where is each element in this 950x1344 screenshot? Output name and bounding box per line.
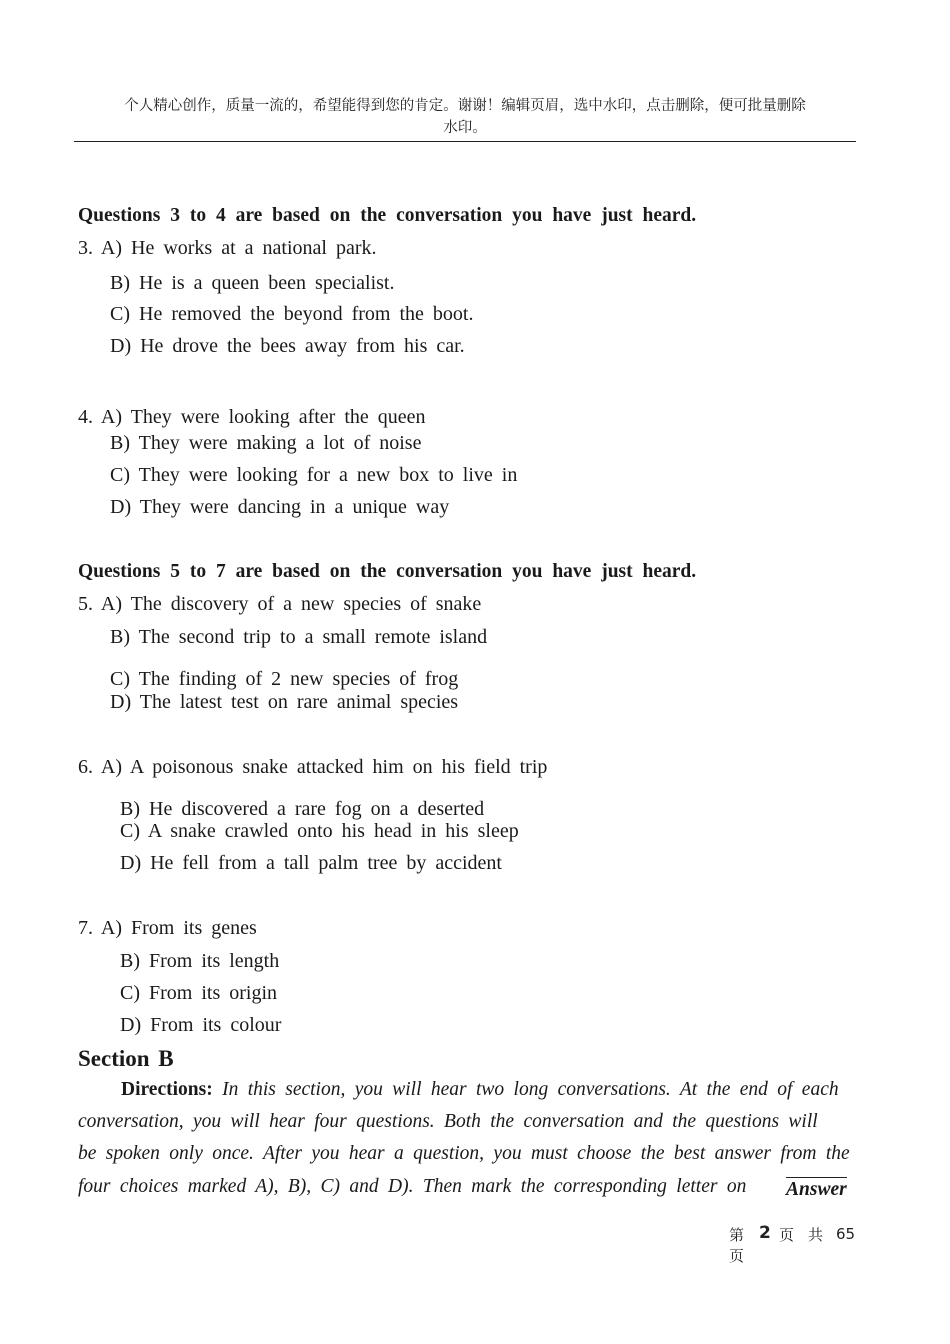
answer-sheet-label: Answer [786, 1179, 847, 1200]
q7-option-d: D) From its colour [120, 1014, 282, 1036]
questions-5-7-heading: Questions 5 to 7 are based on the conversation you have just heard. [78, 561, 697, 582]
header-divider [74, 141, 856, 142]
q5-option-c: C) The finding of 2 new species of frog [110, 668, 459, 690]
header-line-1: 个人精心创作，质量一流的，希望能得到您的肯定。谢谢！编辑页眉，选中水印，点击删除，便可批量删除 [124, 98, 806, 114]
footer-ye-2: 页 [729, 1247, 745, 1265]
footer-di: 第 [729, 1226, 745, 1244]
q6-option-c: C) A snake crawled onto his head in his sleep [120, 820, 519, 842]
directions-line-2: conversation, you will hear four questions. Both the conversation and the questions will [78, 1111, 818, 1132]
q6-option-b: B) He discovered a rare fog on a deserted [120, 798, 485, 820]
directions-label: Directions: [121, 1079, 213, 1100]
directions-text-1: In this section, you will hear two long conversations. At the end of each [222, 1079, 839, 1100]
q5-option-d: D) The latest test on rare animal species [110, 691, 459, 713]
q5-option-a: 5. A) The discovery of a new species of snake [78, 593, 482, 615]
directions-line-4: four choices marked A), B), C) and D). Then mark the corresponding letter on [78, 1176, 747, 1197]
footer-gong: 共 [808, 1226, 824, 1244]
header-line-2: 水印。 [443, 120, 487, 136]
q7-option-a: 7. A) From its genes [78, 917, 257, 939]
q6-option-d: D) He fell from a tall palm tree by accident [120, 852, 502, 874]
footer-ye: 页 [779, 1226, 795, 1244]
directions-line-3: be spoken only once. After you hear a question, you must choose the best answer from the [78, 1143, 850, 1164]
footer-page-number: 2 [759, 1223, 771, 1243]
q3-option-c: C) He removed the beyond from the boot. [110, 303, 474, 325]
footer-total-pages: 65 [836, 1225, 856, 1243]
directions-line-1 [121, 1079, 839, 1101]
q4-option-b: B) They were making a lot of noise [110, 432, 422, 454]
q7-option-b: B) From its length [120, 950, 280, 972]
q3-option-a: 3. A) He works at a national park. [78, 237, 377, 259]
q7-option-c: C) From its origin [120, 982, 278, 1004]
questions-3-4-heading: Questions 3 to 4 are based on the conversation you have just heard. [78, 205, 697, 226]
section-b-title: Section B [78, 1046, 174, 1071]
q4-option-a: 4. A) They were looking after the queen [78, 406, 426, 428]
q3-option-d: D) He drove the bees away from his car. [110, 335, 465, 357]
q6-option-a: 6. A) A poisonous snake attacked him on his field trip [78, 756, 548, 778]
q5-option-b: B) The second trip to a small remote island [110, 626, 488, 648]
q4-option-c: C) They were looking for a new box to live in [110, 464, 518, 486]
q3-option-b: B) He is a queen been specialist. [110, 272, 395, 294]
q4-option-d: D) They were dancing in a unique way [110, 496, 450, 518]
page-header [74, 95, 856, 139]
